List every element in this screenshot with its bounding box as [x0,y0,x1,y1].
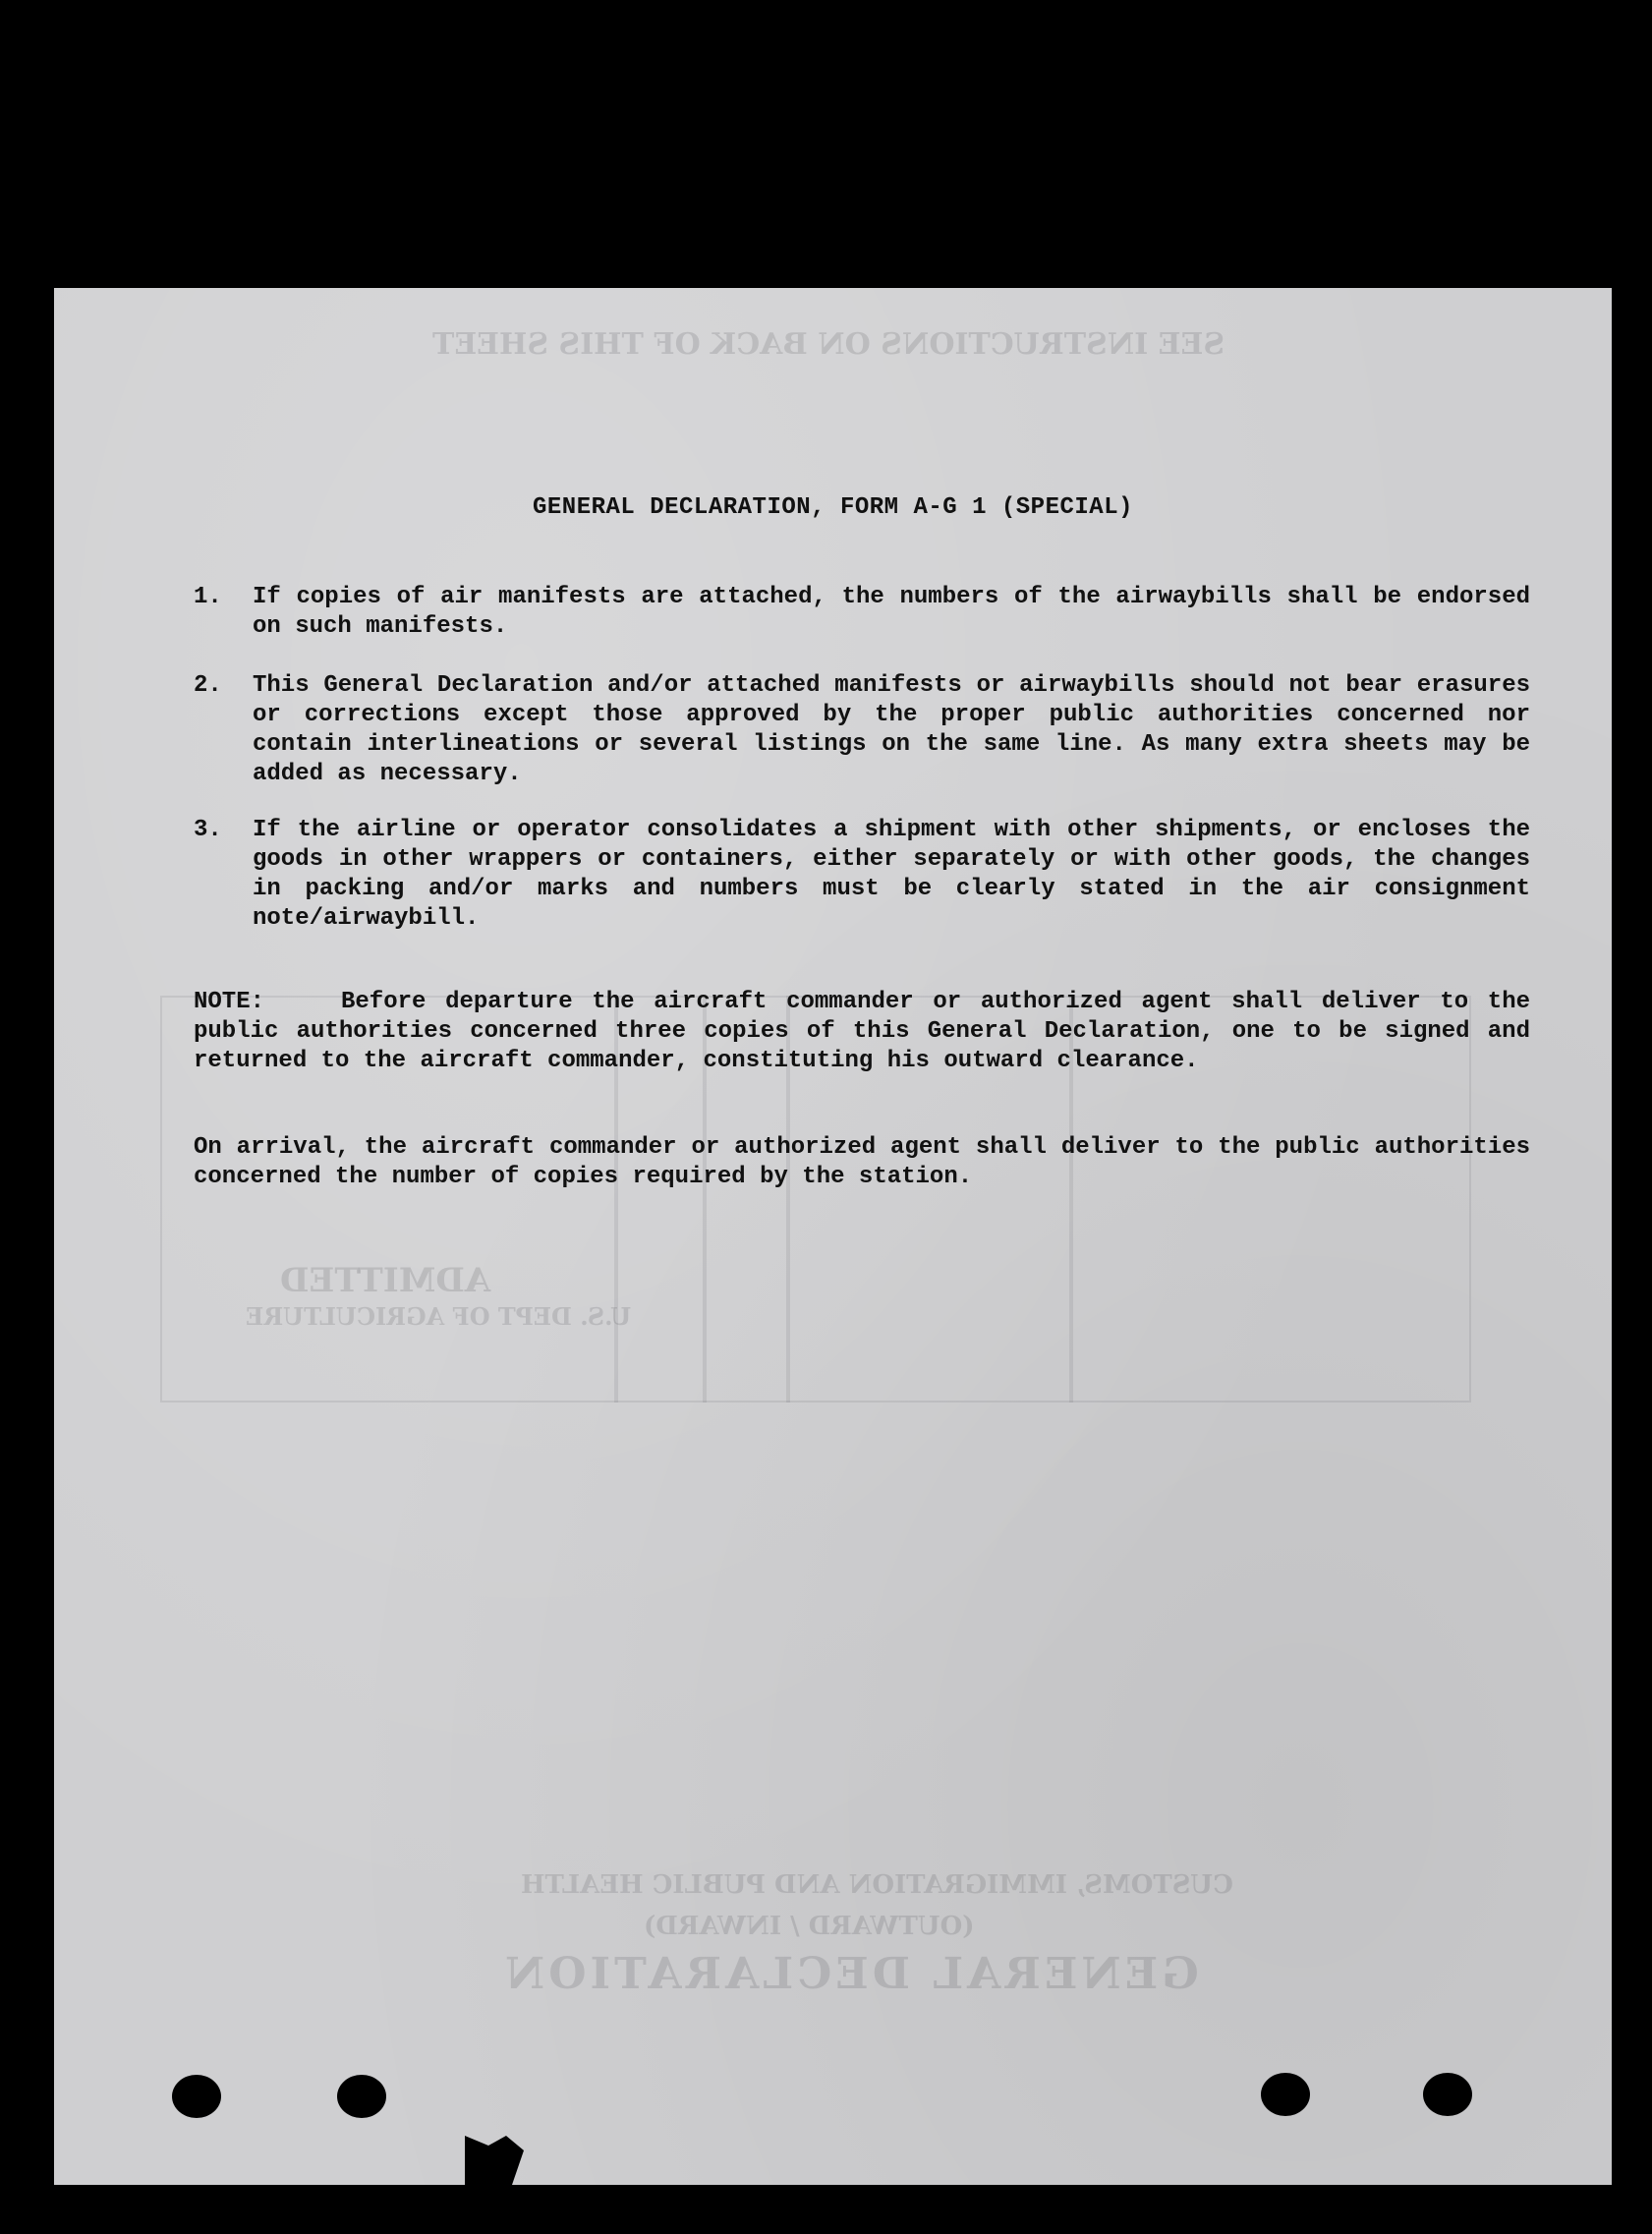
instruction-item-3 [194,816,1530,934]
punch-hole-1 [172,2075,221,2118]
bleed-through-stamp-line-1: ADMITTED [280,1261,491,1300]
torn-edge [465,2136,524,2185]
instruction-number: 2. [194,672,222,699]
bleed-through-stamp-line-2: U.S. DEPT OF AGRICULTURE [246,1302,632,1331]
note-label: NOTE: [194,989,265,1015]
instruction-number: 1. [194,584,222,610]
punch-hole-2 [337,2075,386,2118]
instruction-text: If copies of air manifests are attached, the numbers of the airwaybills shall be endorsed on such manifests. [253,584,1530,640]
bleed-through-footer-line: CUSTOMS, IMMIGRATION AND PUBLIC HEALTH [521,1870,1233,1900]
instruction-item-2 [194,671,1530,789]
punch-hole-3 [1261,2073,1310,2116]
instruction-text: If the airline or operator consolidates a shipment with other shipments, or encloses the goods in other wrappers or containers, either separately or with other goods, the changes in packing and/or marks and numbers must be clearly stated in the air consignment note/airwaybill. [253,817,1530,932]
bleed-through-subheading: (OUTWARD / INWARD) [644,1912,975,1941]
bleed-through-heading: GENERAL DECLARATION [501,1949,1199,1999]
instruction-number: 3. [194,817,222,843]
bleed-through-top-line: SEE INSTRUCTIONS ON BACK OF THIS SHEET [432,327,1225,362]
instruction-text: This General Declaration and/or attached manifests or airwaybills should not bear erasures or corrections except those approved by the proper public authorities concerned nor contain interlineations or several listings on the same line. As many extra sheets may be added as necessary. [253,672,1530,787]
document-sheet [54,288,1612,2185]
departure-note [194,988,1530,1076]
instruction-item-1 [194,583,1530,642]
document-title: GENERAL DECLARATION, FORM A-G 1 (SPECIAL) [533,494,1133,521]
note-text: Before departure the aircraft commander or authorized agent shall deliver to the public authorities concerned three copies of this General Declaration, one to be signed and returned to the aircraft commander, constituting his outward clearance. [194,989,1530,1074]
arrival-note [194,1133,1530,1192]
punch-hole-4 [1423,2073,1472,2116]
arrival-text: On arrival, the aircraft commander or authorized agent shall deliver to the public authorities concerned the number of copies required by the station. [194,1134,1530,1190]
